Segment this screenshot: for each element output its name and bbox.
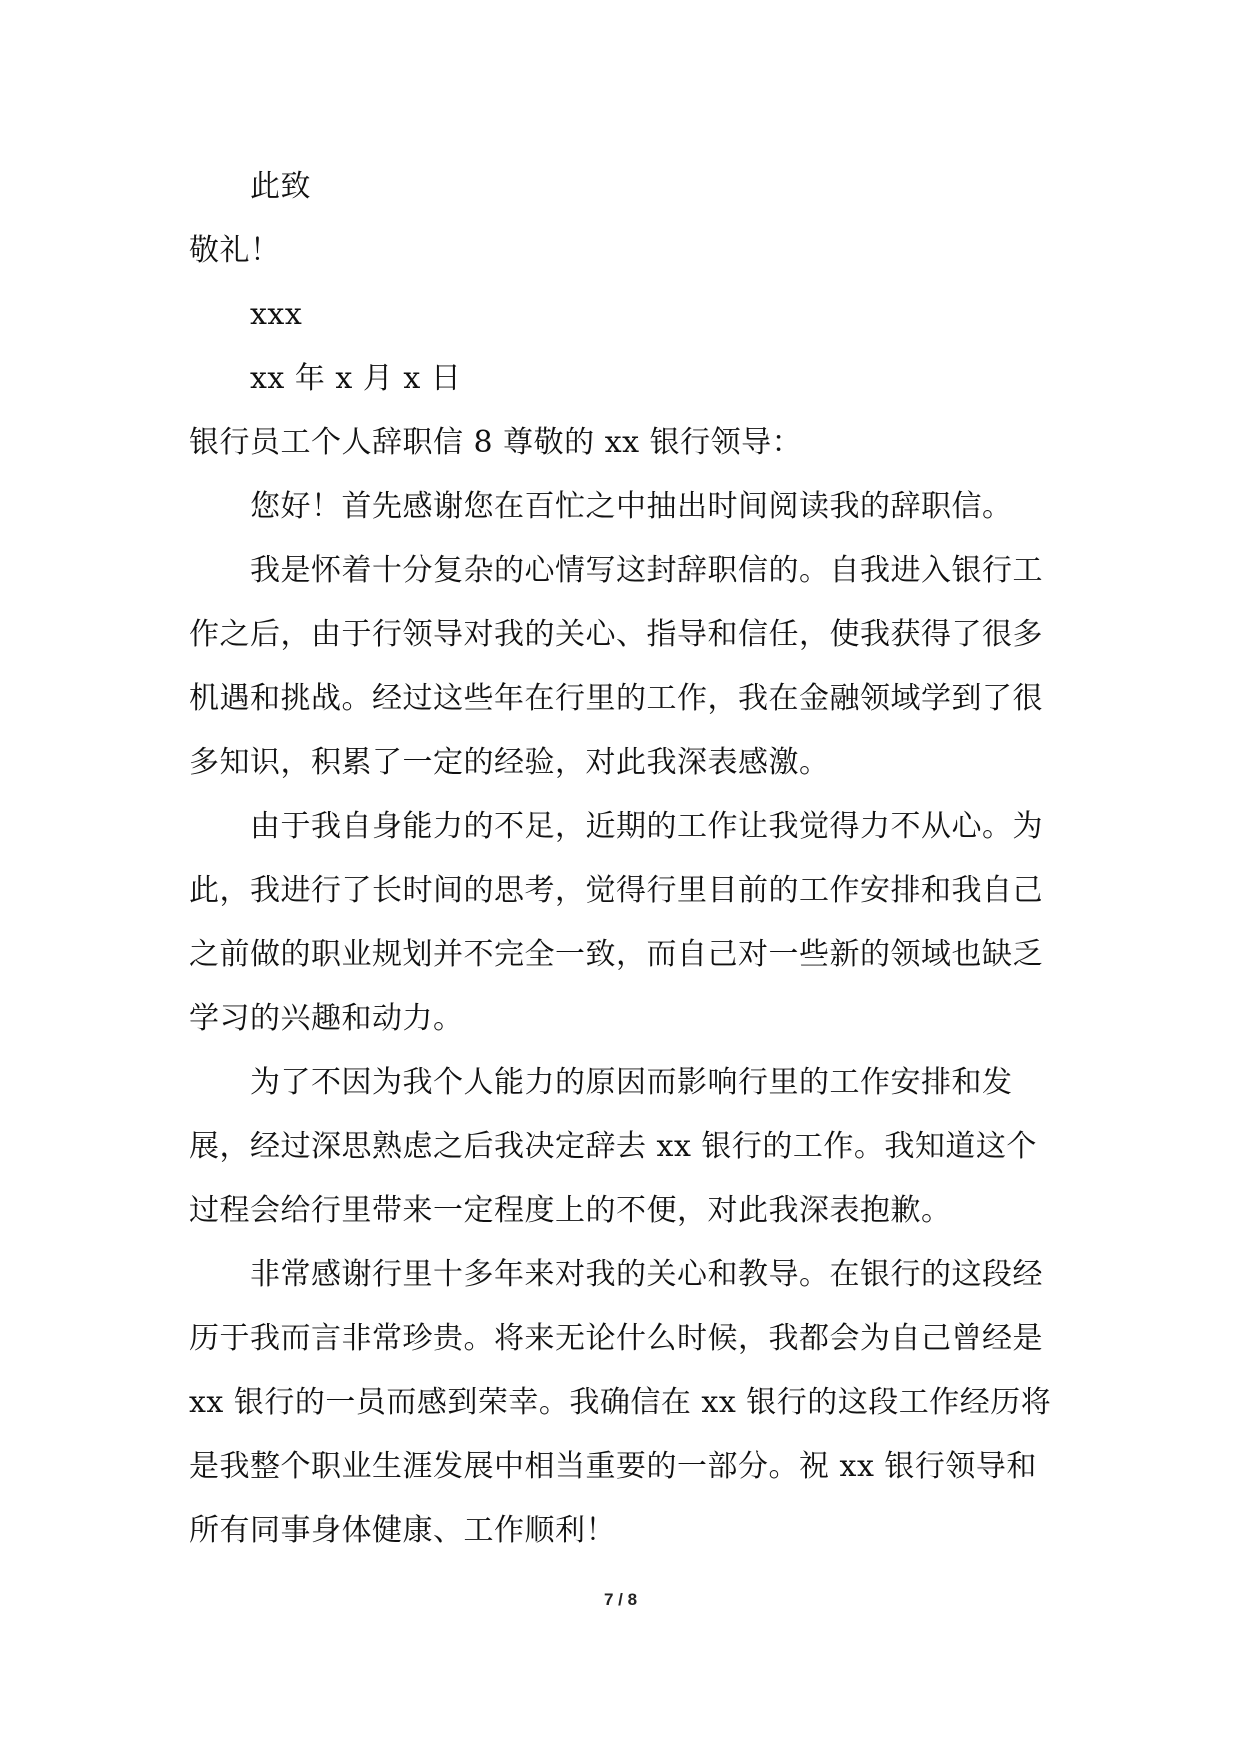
paragraph-line: 我是怀着十分复杂的心情写这封辞职信的。自我进入银行工 xyxy=(250,553,1043,588)
paragraph-line: 由于我自身能力的不足，近期的工作让我觉得力不从心。为 xyxy=(250,809,1043,844)
paragraph-line: 是我整个职业生涯发展中相当重要的一部分。祝 xx 银行领导和 xyxy=(189,1449,1037,1484)
paragraph-line: 作之后，由于行领导对我的关心、指导和信任，使我获得了很多 xyxy=(189,617,1043,652)
paragraph-line: 多知识，积累了一定的经验，对此我深表感激。 xyxy=(189,745,830,780)
paragraph-line: 过程会给行里带来一定程度上的不便，对此我深表抱歉。 xyxy=(189,1193,952,1228)
paragraph-line: 非常感谢行里十多年来对我的关心和教导。在银行的这段经 xyxy=(250,1257,1043,1292)
paragraph-line: 历于我而言非常珍贵。将来无论什么时候，我都会为自己曾经是 xyxy=(189,1321,1043,1356)
paragraph-line: 学习的兴趣和动力。 xyxy=(189,1001,464,1036)
paragraph-4 xyxy=(189,1243,1059,1563)
page-number: 7 / 8 xyxy=(603,1590,638,1609)
signature: xxx xyxy=(250,297,303,332)
paragraph-1 xyxy=(189,539,1059,795)
paragraph-3 xyxy=(189,1051,1059,1243)
letter-heading: 银行员工个人辞职信 8 尊敬的 xx 银行领导： xyxy=(189,425,803,460)
document-body xyxy=(189,155,1059,1563)
paragraph-line: 所有同事身体健康、工作顺利！ xyxy=(189,1513,616,1548)
closing-salute-1: 此致 xyxy=(250,169,311,204)
paragraph-line: 机遇和挑战。经过这些年在行里的工作，我在金融领域学到了很 xyxy=(189,681,1043,716)
paragraph-line: 之前做的职业规划并不完全一致，而自己对一些新的领域也缺乏 xyxy=(189,937,1043,972)
paragraph-2 xyxy=(189,795,1059,1051)
letter-greeting: 您好！首先感谢您在百忙之中抽出时间阅读我的辞职信。 xyxy=(250,489,1013,524)
letter-date: xx 年 x 月 x 日 xyxy=(250,361,462,396)
closing-salute-2: 敬礼！ xyxy=(189,233,281,268)
paragraph-line: xx 银行的一员而感到荣幸。我确信在 xx 银行的这段工作经历将 xyxy=(189,1385,1052,1420)
paragraph-line: 此，我进行了长时间的思考，觉得行里目前的工作安排和我自己 xyxy=(189,873,1043,908)
paragraph-line: 为了不因为我个人能力的原因而影响行里的工作安排和发 xyxy=(250,1065,1013,1100)
paragraph-line: 展，经过深思熟虑之后我决定辞去 xx 银行的工作。我知道这个 xyxy=(189,1129,1037,1164)
